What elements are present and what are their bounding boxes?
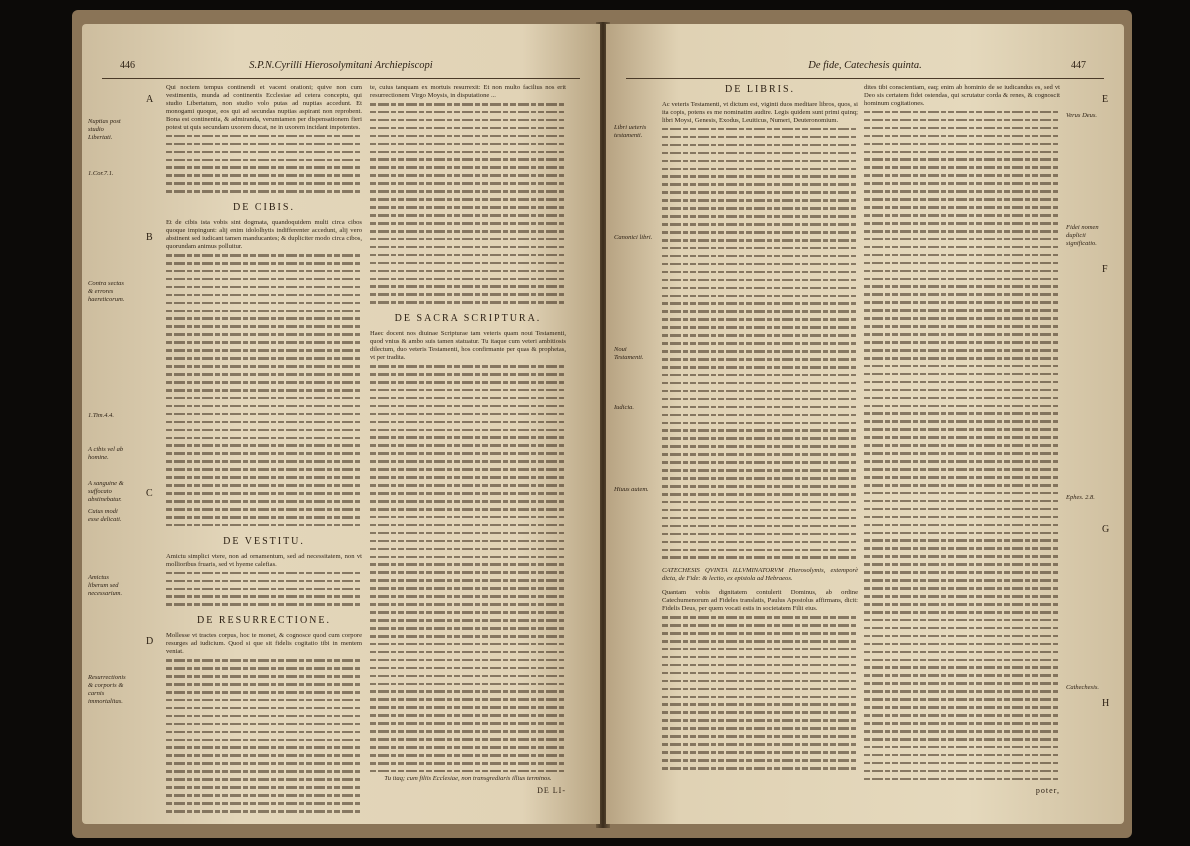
margin-note: Nuptias post studio Libertati. (88, 118, 121, 141)
section-letter: A (146, 94, 154, 105)
margin-note: 1.Tim.4.4. (88, 412, 115, 419)
margin-note: Iudicia. (614, 404, 635, 411)
section-heading: DE LIBRIS. (725, 84, 795, 95)
left-column-2 (370, 84, 566, 795)
right-column-2 (864, 84, 1060, 795)
paragraph: Amictu simplici vtere, non ad ornamentum, sed ad necessitatem, non vt mollioribus fruaris, sed vt hyeme calefias. (166, 552, 362, 568)
closing-lines: Tu itaq; cum filiis Ecclesiae, non transgrediaris illius terminos. (384, 774, 552, 782)
left-header-rule (102, 78, 580, 79)
section-heading: DE VESTITU. (223, 535, 305, 547)
margin-note: Canonici libri. (614, 234, 653, 241)
paragraph: Qui noctem tempus continendi et vacent orationi; quive non cum vestimentis, munda ad continentis Ecclesiae ad cetera conceptu, qui studio Libertatum, non studio volo putas ad nuptias accedunt. Et monogami quoque, eos qui ad secundas nuptias aspirant non reprobent. Bona est continentia, & admiranda, verumtamen per dispensationem fieri potest ut quis secundam uxorem ducat, ne in uxorem incidant impotentes. (166, 84, 362, 131)
right-inner-margin-notes (614, 84, 654, 804)
margin-note: Contra sectas & errores haereticorum. (88, 280, 125, 303)
margin-note: Cuius modi esse delicati. (88, 508, 122, 523)
paragraph: te, cuius tanquam ex mortuis resurrexit: Et non multo facilius nos erit resurrectionem Virgo Moysis, in disputatione ... (370, 84, 566, 99)
catchword: poter, (1035, 785, 1060, 795)
right-page (606, 24, 1124, 824)
section-letter: C (146, 488, 153, 499)
left-section-letters (146, 84, 160, 804)
margin-note: A cibis vel ab homine. (88, 446, 124, 461)
margin-note: Verus Deus. (1066, 112, 1098, 119)
margin-note: Resurrectionis & corporis & carnis immortalitas. (88, 674, 126, 705)
paragraph: Haec docent nos diuinae Scripturae tam veteris quam noui Testamenti, quod vnius & ambo suis tamen statuatur. Tu itaque cum veteri ambitiosis dilectum, duo veteris Testamenti, hos confirmante per quas & prophetas, vt per tradita. (370, 330, 566, 362)
paragraph: Mollesse vt tractes corpus, hoc te monet, & cognosce quod cum corpore resurges ad iudicium. Quod si que sit fidelis cogitatio tibi in mentem veniat. (166, 632, 362, 656)
margin-note: Fidei nomen duplicii significatio. (1066, 224, 1099, 247)
section-heading: DE CIBIS. (233, 202, 295, 214)
margin-note: Libri ueteris testamenti. (614, 124, 647, 139)
section-letter: E (1102, 94, 1109, 105)
section-letter: F (1102, 264, 1108, 275)
right-header (606, 60, 1124, 76)
left-column-1 (166, 84, 362, 815)
right-column-1 (662, 84, 858, 772)
paragraph: Et de cibis ista vobis sint dogmata, quandoquidem multi circa cibos quoque impingunt: alij enim idololhytis indifferenter accedunt, alij vero abstinent sed iudicant tamen manducantes; & dupliciter modo circa cibos, quorundam animus polluitur. (166, 219, 362, 251)
section-letter: D (146, 636, 154, 647)
catchword: DE LI- (537, 785, 566, 795)
left-running-head: S.P.N.Cyrilli Hierosolymitani Archiepiscopi (249, 60, 433, 71)
paragraph: Ac veteris Testamenti, vt dictum est, viginti duos meditare libros, quos, si ita copis, potens es me nominatim audire. Legis quidem sunt primi quinq; libri Moysi, Genesis, Exodus, Leuiticus, Numeri, Deuteronomium. (662, 100, 858, 124)
right-header-rule (626, 78, 1104, 79)
left-margin-notes (88, 84, 128, 804)
right-running-head: De fide, Catechesis quinta. (808, 60, 922, 71)
section-letter: H (1102, 698, 1110, 709)
section-heading: DE SACRA SCRIPTURA. (394, 313, 542, 325)
right-outer-margin-notes (1066, 84, 1109, 804)
right-page-number: 447 (1071, 60, 1086, 71)
margin-note: Cathechesis. (1066, 684, 1100, 691)
section-heading: DE RESURRECTIONE. (197, 615, 331, 627)
margin-note: Hiuus autem. (614, 486, 649, 493)
margin-note: Ephes. 2.8. (1066, 494, 1095, 501)
margin-note: Amictus liberum sed necessarium. (88, 574, 123, 597)
section-letter: B (146, 232, 153, 243)
paragraph: Quantam vobis dignitatem contulerit Dominus, ab ordine Catechumenorum ad Fideles translatis, Paulus Apostolus affirmans, dicit: Fidelis Deus, per quem vocati estis in societatem Filii eius. (662, 589, 858, 613)
left-page-number: 446 (120, 60, 135, 71)
catechesis-title: CATECHESIS QVINTA ILLVMINATORVM Hierosolymis, extemporè dicta, de Fide: & lectio, ex epistola ad Hebraeos. (662, 567, 858, 583)
left-page (82, 24, 600, 824)
paragraph: dites tibi conscientiam, eaq; enim ab hominio de se iudicandus es, sed vt Deo sis certatem fidei ostendas, qui scrutatur corda & renes, & cognoscit hominum cogitationes. (864, 84, 1060, 107)
margin-note: Noui Testamenti. (614, 346, 644, 361)
section-letter: G (1102, 524, 1110, 535)
margin-note: 1.Cor.7.1. (88, 170, 114, 177)
margin-note: A sanguine & suffocato abstinebatur. (88, 480, 124, 503)
left-header (82, 60, 600, 76)
open-book (72, 10, 1132, 838)
